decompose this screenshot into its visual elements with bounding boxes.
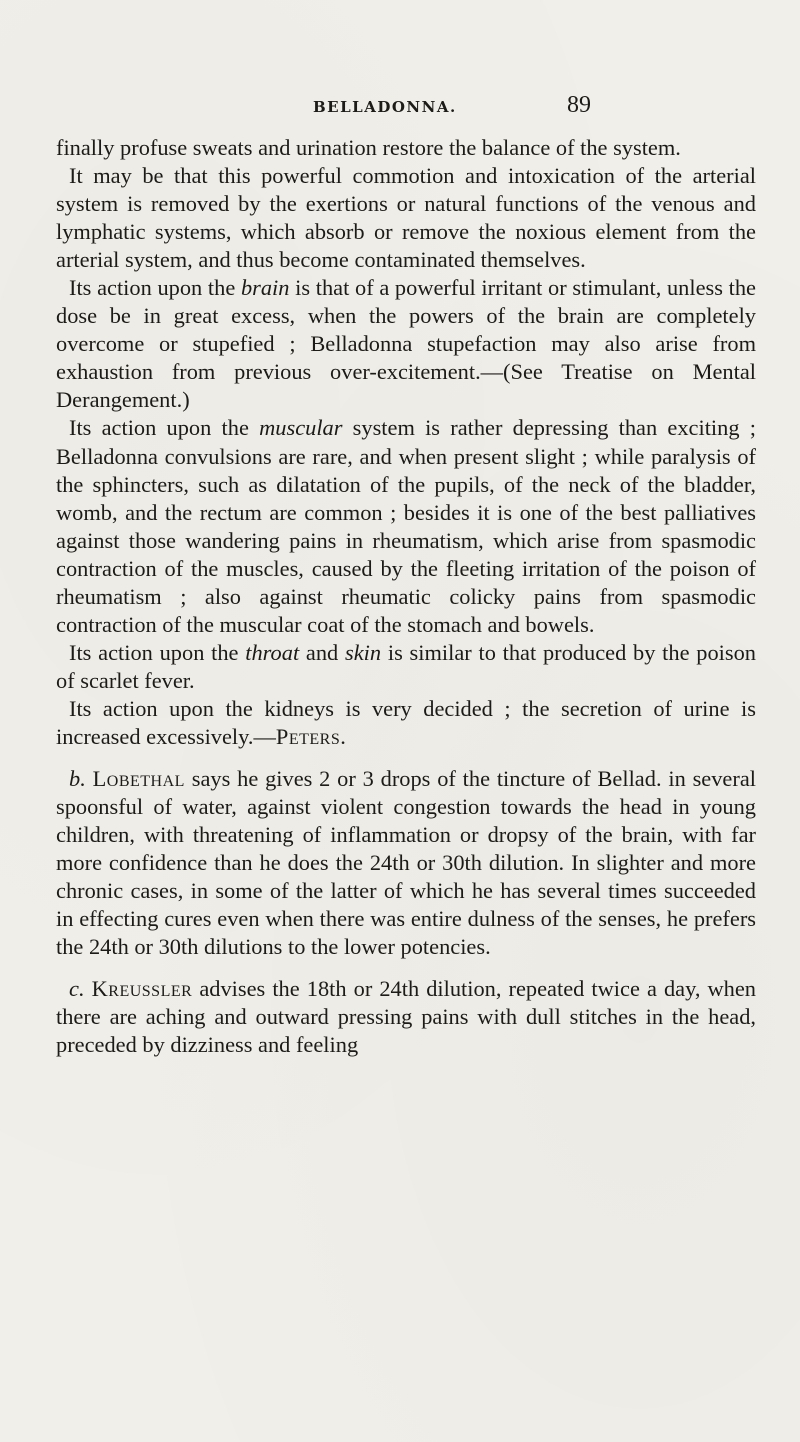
paragraph-5-lead: Its action upon the: [69, 639, 246, 665]
paragraph-8-text: advises the 18th or 24th dilution, repeated twice a day, when there are aching and outward pressing pains with dull stitches in the head, preceded by dizziness and feeling: [56, 976, 756, 1058]
paragraph-2-text: It may be that this powerful commotion and intoxication of the arterial system is removed by the exertions or natural functions of the venous and lymphatic systems, which absorb or remove the noxious element from the arterial system, and thus become contaminated themselves.: [56, 163, 756, 273]
paragraph-6: [56, 695, 756, 751]
paragraph-3-lead: Its action upon the: [69, 275, 241, 301]
paragraph-3-emphasis: brain: [240, 275, 290, 301]
paragraph-4: [56, 414, 756, 638]
body-text: [56, 134, 756, 1060]
paragraph-8-author: Kreussler: [91, 976, 193, 1002]
paragraph-5-rest: is similar to that produced by the poison of scarlet fever.: [56, 639, 756, 693]
paragraph-4-rest: system is rather depressing than exciting ; Belladonna convulsions are rare, and when present slight ; while paralysis of the sphincters, such as dilatation of the pupils, of the neck of the bladder, womb, and the rectum are common ; besides it is one of the best palliatives against those wandering pains in rheumatism, which arise from spasmodic contraction of the muscles, caused by the fleeting irritation of the poison of rheumatism ; also against rheumatic colicky pains from spasmodic contraction of the muscular coat of the stomach and bowels.: [56, 415, 756, 637]
paragraph-2: [56, 162, 756, 274]
paragraph-1: [56, 134, 756, 162]
running-head: [0, 92, 800, 124]
paragraph-7-label: b.: [69, 766, 86, 792]
paragraph-8: [56, 975, 756, 1059]
paragraph-4-lead: Its action upon the: [69, 415, 260, 441]
paragraph-3: [56, 274, 756, 414]
paragraph-3-rest: is that of a powerful irritant or stimulant, unless the dose be in great excess, when the powers of the brain are completely overcome or stupefied ; Belladonna stupefaction may also arise from exhaustion from previous over-excitement.—(See Treatise on Mental Derangement.): [56, 275, 756, 413]
paragraph-8-label: c.: [69, 976, 85, 1002]
paragraph-6-author: Peters.: [275, 723, 347, 749]
paragraph-6-text: Its action upon the kidneys is very decided ; the secretion of urine is increased excessively.—: [56, 695, 756, 749]
paragraph-7: [56, 765, 756, 961]
paragraph-5-emphasis-throat: throat: [245, 639, 300, 665]
paragraph-4-emphasis: muscular: [259, 415, 343, 441]
paragraph-5: [56, 639, 756, 695]
paragraph-5-emphasis-skin: skin: [345, 639, 382, 665]
paragraph-5-joiner: and: [299, 639, 346, 665]
running-title: BELLADONNA.: [313, 98, 457, 116]
paragraph-7-author: Lobethal: [92, 766, 185, 792]
paragraph-7-text: says he gives 2 or 3 drops of the tincture of Bellad. in several spoonsful of water, against violent congestion towards the head in young children, with threatening of inflammation or dropsy of the brain, with far more confidence than he does the 24th or 30th dilution. In slighter and more chronic cases, in some of the latter of which he has several times succeeded in effecting cures even when there was entire dulness of the senses, he prefers the 24th or 30th dilutions to the lower potencies.: [56, 766, 756, 960]
page-number: 89: [567, 92, 591, 118]
paragraph-1-text: finally profuse sweats and urination restore the balance of the system.: [56, 135, 681, 160]
